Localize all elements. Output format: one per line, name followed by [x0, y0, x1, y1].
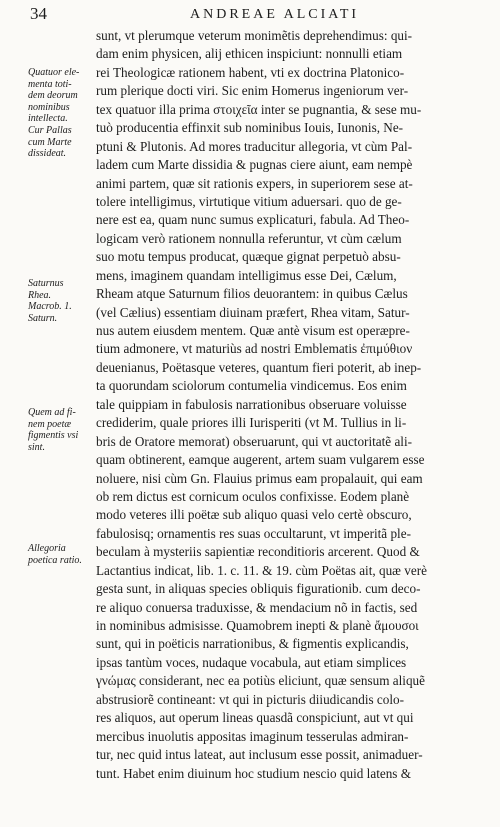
text-line: quam obtinerent, eamque augerent, artem suam vulgarem esse [96, 452, 425, 468]
text-line: tunt. Habet enim diuinum hoc studium nescio quid latens & [96, 765, 411, 781]
text-line: tuò producentia effinxit sub nominibus Iouis, Iunonis, Ne- [96, 120, 404, 136]
text-line: mens, imaginem quandam intelligimus esse Dei, Cælum, [96, 267, 397, 283]
margin-note-line: dissideat. [28, 148, 67, 160]
text-line: ptuni & Plutonis. Ad mores traducitur allegoria, vt cùm Pal- [96, 138, 413, 154]
margin-note-line: Quem ad fi- [28, 407, 76, 418]
running-head: ANDREAE ALCIATI [190, 7, 360, 22]
margin-note-line: nem poetæ [28, 418, 72, 430]
margin-note-quem-ad-finem [28, 407, 96, 453]
margin-note-quatuor-elementa [28, 67, 96, 160]
text-line: beculam à mysteriis sapientiæ reconditioris arcerent. Quod & [96, 544, 420, 560]
text-line: rei Theologicæ rationem habent, vti ex doctrina Platonico- [96, 64, 405, 80]
text-line: γνώμας considerant, nec ea potiùs eliciunt, quæ sensum aliquẽ [96, 673, 425, 689]
text-line: (vel Cælius) essentiam diuinam præfert, Rhea vitam, Satur- [96, 304, 410, 320]
text-line: rum plerique docti viri. Sic enim Homerus ingeniorum ver- [96, 83, 409, 99]
text-line: abstrusiorẽ contineant: vt qui in picturis diiudicandis colo- [96, 691, 405, 707]
text-line: ladem cum Marte dissidia & pugnas ciere aiunt, eam nempè [96, 157, 413, 173]
text-line: Rheam atque Saturnum filios deuorantem: in quibus Cælus [96, 286, 408, 302]
margin-note-line: nominibus [28, 101, 70, 113]
text-line: animi partem, quæ sit rationis expers, in superiorem sese at- [96, 175, 413, 191]
margin-note-line: menta toti- [28, 78, 72, 90]
margin-note-line: intellecta. [28, 113, 68, 125]
margin-note-line: figmentis vsi [28, 430, 79, 442]
text-line: fabulosisq; ornamentis res suas occultarunt, vt imperitã ple- [96, 525, 411, 541]
text-line: ob rem dictus est cornicum oculos confixisse. Eodem planè [96, 488, 410, 504]
text-line: deuenianus, Poëtasque veteres, quantum fieri poterit, ab inep- [96, 359, 422, 375]
text-line: tolere intelligimus, virtutique vitium aduersari. quo de ge- [96, 193, 402, 209]
margin-note-saturnus-rhea [28, 278, 96, 324]
text-line: sunt, qui in poëticis narrationibus, & figmentis explicandis, [96, 636, 409, 652]
margin-note-line: sint. [28, 441, 45, 453]
text-line: bris de Oratore memorat) obseruarunt, qui vt auctoritatẽ ali- [96, 433, 413, 449]
margin-note-line: dem deorum [28, 90, 78, 102]
margin-note-line: cum Marte [28, 136, 72, 148]
text-line: logicam verò rationem nonnulla referuntur, vt cùm cælum [96, 230, 402, 246]
text-line: mercibus inuolutis appositas imaginum tesserulas admiran- [96, 728, 409, 744]
text-line: modo veteres illi poëtæ sub aliquo quasi velo certè obscuro, [96, 507, 412, 523]
text-line: crediderim, quale priores illi Iurisperiti (vt M. Tullius in li- [96, 415, 407, 431]
text-line: tium admonere, vt maturiùs ad nostri Emblematis ἐπιμύθιον [96, 341, 413, 357]
margin-note-line: Rhea. [28, 289, 52, 301]
margin-note-line: Saturnus [28, 278, 64, 289]
text-line: dam enim physicen, alij ethicen inspiciunt: nonnulli etiam [96, 46, 403, 62]
text-line: Lactantius indicat, lib. 1. c. 11. & 19. cùm Poëtas ait, quæ verè [96, 562, 427, 578]
text-line: re aliquo conuersa traduxisse, & mendacium nõ in factis, sed [96, 599, 418, 615]
body-text [96, 27, 474, 783]
page-number: 34 [30, 4, 47, 23]
margin-note-line: poetica ratio. [28, 554, 82, 566]
margin-note-line: Quatuor ele- [28, 67, 80, 78]
text-line: sunt, vt plerumque veterum monimẽtis deprehendimus: qui- [96, 28, 413, 43]
text-line: nus autem eiusdem mentem. Quæ antè visum est operæpre- [96, 323, 410, 338]
text-line: tale quippiam in fabulosis narrationibus obseruare voluisse [96, 396, 407, 412]
text-line: suo motu tempus producat, quæque gignat perpetuò absu- [96, 249, 401, 265]
text-line: gesta sunt, in aliquas species obliquis figurationib. cum deco- [96, 581, 421, 597]
text-line: in nominibus admisisse. Quamobrem inepti & planè ἄμουσοι [96, 618, 419, 633]
text-line: nere est ea, quam nunc sumus explicaturi, fabula. Ad Theo- [96, 212, 410, 228]
text-line: res aliquos, aut operum lineas quasdã conspiciunt, aut vt qui [96, 710, 414, 726]
page-header [30, 4, 480, 24]
text-line: noluere, nisi cùm Gn. Flauius primus eam propalauit, qui eam [96, 470, 423, 486]
text-line: ta quorundam sciolorum contumelia vindicemus. Eos enim [96, 378, 407, 394]
margin-note-line: Saturn. [28, 312, 58, 324]
margin-note-line: Allegoria [28, 543, 66, 554]
margin-note-line: Macrob. 1. [28, 301, 72, 313]
text-line: tur, nec quid intus lateat, aut inclusum esse possit, animaduer- [96, 747, 423, 763]
margin-note-allegoria [28, 543, 96, 566]
margin-note-line: Cur Pallas [28, 124, 72, 136]
text-line: tex quatuor illa prima στοιχεῖα inter se pugnantia, & sese mu- [96, 101, 422, 117]
text-line: ipsas tantùm voces, nudaque vocabula, aut etiam simplices [96, 654, 407, 670]
